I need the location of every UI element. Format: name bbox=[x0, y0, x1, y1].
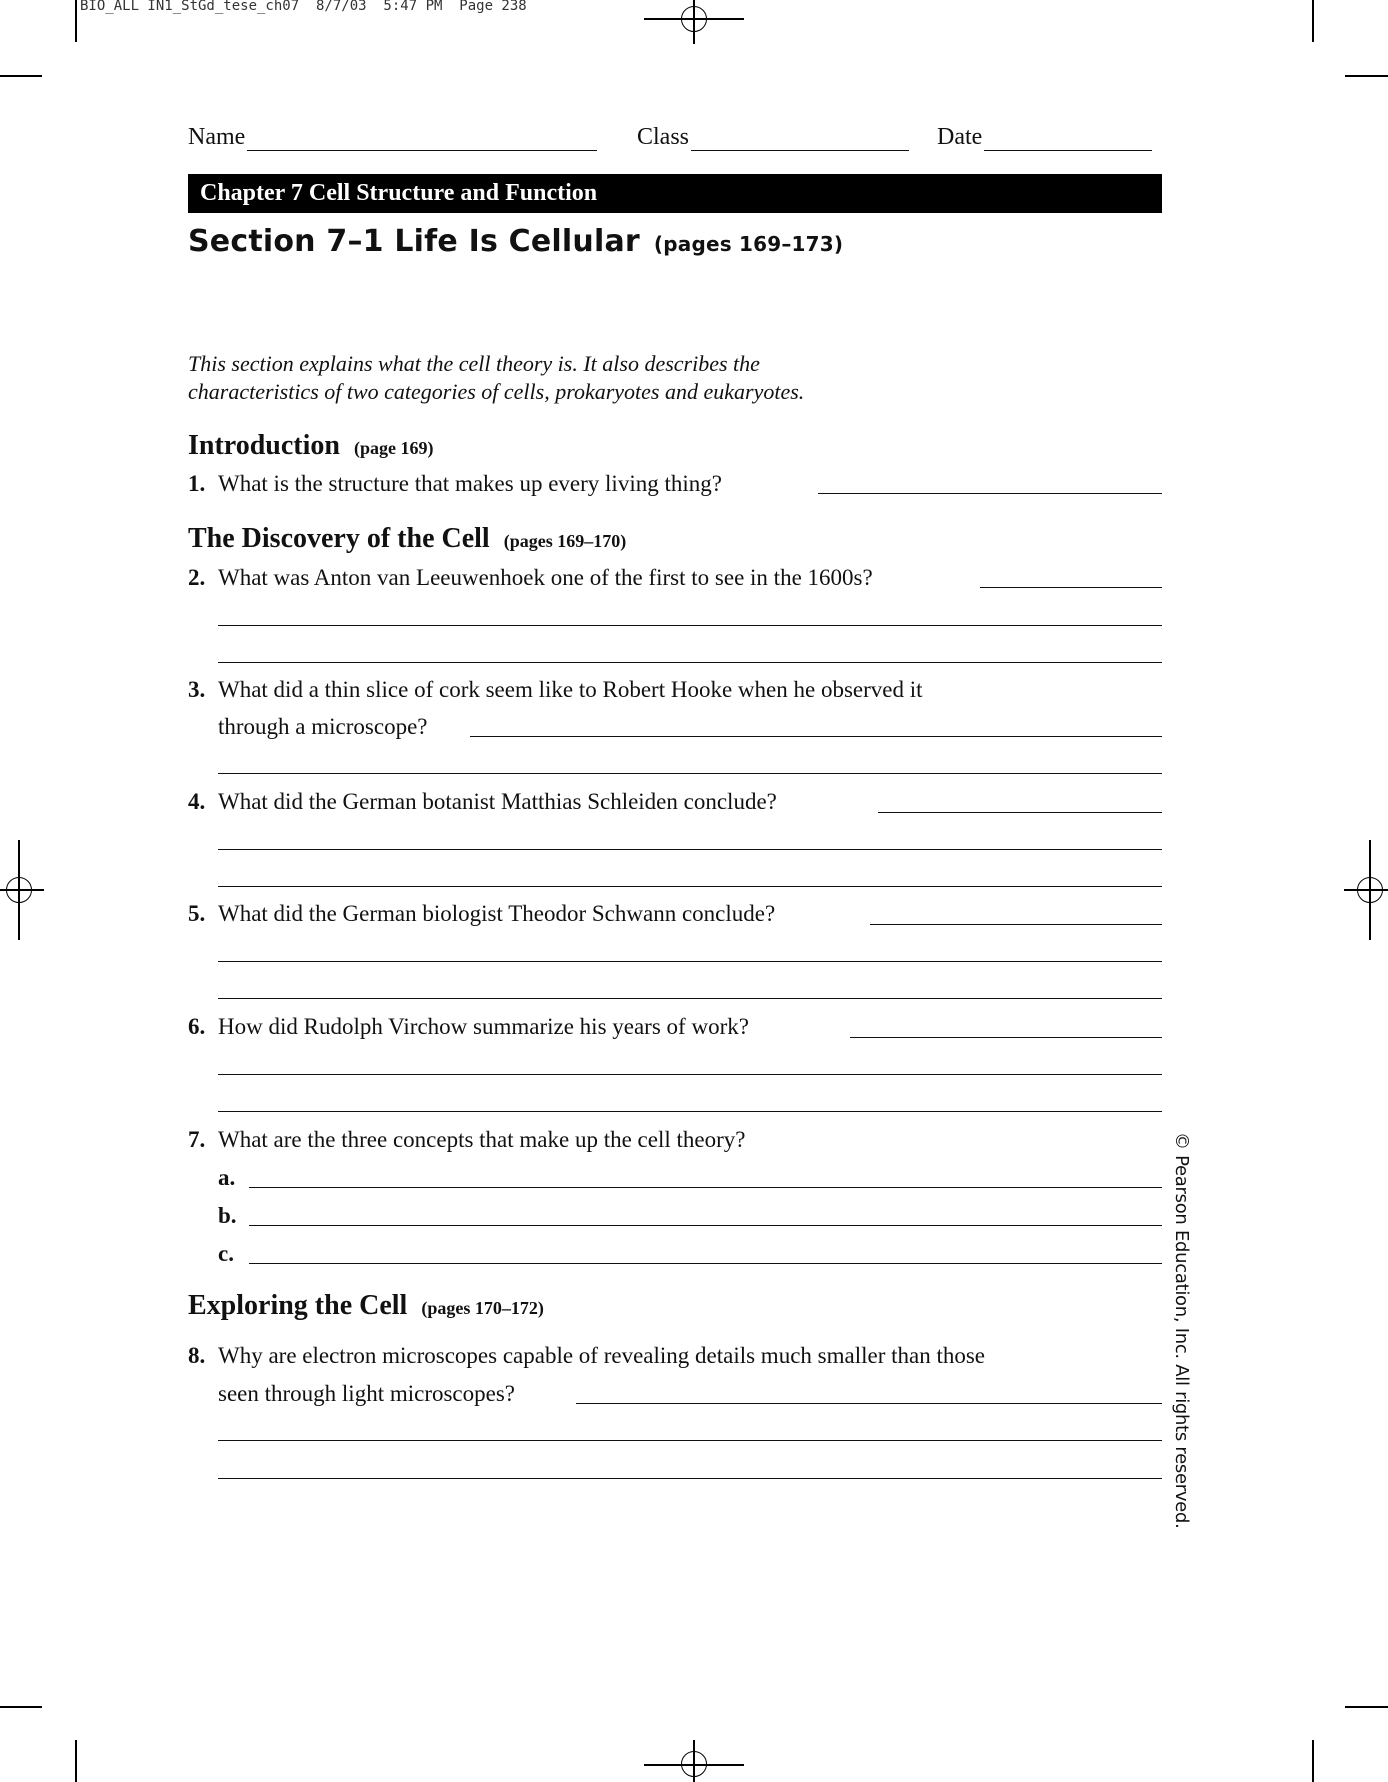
class-input-line[interactable] bbox=[691, 126, 909, 151]
question-text: What did the German botanist Matthias Schleiden conclude? bbox=[218, 789, 777, 814]
sub-answer-label-a: a. bbox=[218, 1165, 236, 1190]
answer-line[interactable] bbox=[218, 625, 1162, 626]
heading-pages: (page 169) bbox=[353, 438, 434, 458]
question-number: 8. bbox=[188, 1343, 206, 1368]
crop-mark bbox=[75, 0, 77, 42]
name-input-line[interactable] bbox=[247, 126, 597, 151]
answer-line[interactable] bbox=[218, 773, 1162, 774]
crop-mark bbox=[1345, 75, 1388, 77]
question-text: How did Rudolph Virchow summarize his years of work? bbox=[218, 1014, 749, 1039]
crop-mark bbox=[1312, 0, 1314, 42]
answer-line[interactable] bbox=[878, 812, 1162, 813]
answer-line[interactable] bbox=[218, 849, 1162, 850]
date-field[interactable] bbox=[937, 124, 1152, 151]
question-text: What was Anton van Leeuwenhoek one of the first to see in the 1600s? bbox=[218, 565, 873, 590]
question-number: 7. bbox=[188, 1127, 206, 1152]
crop-mark bbox=[75, 1740, 77, 1782]
question-text-continued: seen through light microscopes? bbox=[218, 1381, 516, 1406]
question-number: 4. bbox=[188, 789, 206, 814]
answer-line[interactable] bbox=[576, 1403, 1162, 1404]
heading-exploring bbox=[188, 1290, 544, 1322]
crop-mark bbox=[1312, 1740, 1314, 1782]
section-title-text: Section 7–1 Life Is Cellular bbox=[188, 224, 640, 259]
answer-line[interactable] bbox=[218, 1074, 1162, 1075]
answer-line-a[interactable] bbox=[249, 1187, 1162, 1188]
summary-line: This section explains what the cell theory is. It also describes the bbox=[188, 351, 760, 376]
answer-line[interactable] bbox=[870, 924, 1162, 925]
chapter-banner: Chapter 7 Cell Structure and Function bbox=[188, 174, 1162, 213]
question-text: What did a thin slice of cork seem like to Robert Hooke when he observed it bbox=[218, 677, 923, 702]
sub-answer-label-b: b. bbox=[218, 1203, 237, 1228]
crop-mark bbox=[1345, 1706, 1388, 1708]
answer-line[interactable] bbox=[818, 493, 1162, 494]
question-text-continued: through a microscope? bbox=[218, 714, 428, 739]
question-number: 2. bbox=[188, 565, 206, 590]
answer-line[interactable] bbox=[218, 886, 1162, 887]
answer-line[interactable] bbox=[850, 1037, 1162, 1038]
name-field[interactable] bbox=[188, 124, 597, 151]
class-label: Class bbox=[637, 124, 690, 150]
answer-line[interactable] bbox=[218, 1111, 1162, 1112]
heading-introduction bbox=[188, 430, 433, 462]
heading-title: The Discovery of the Cell bbox=[188, 523, 490, 554]
copyright-notice: © Pearson Education, Inc. All rights reserved. bbox=[1171, 1132, 1192, 1529]
printer-slug: BIO_ALL IN1_StGd_tese_ch07 8/7/03 5:47 PM Page 238 bbox=[80, 0, 527, 14]
answer-line-c[interactable] bbox=[249, 1263, 1162, 1264]
question-text: What are the three concepts that make up the cell theory? bbox=[218, 1127, 746, 1152]
name-label: Name bbox=[188, 124, 246, 150]
date-input-line[interactable] bbox=[984, 126, 1152, 151]
date-label: Date bbox=[937, 124, 983, 150]
section-summary bbox=[188, 350, 908, 406]
question-text: What did the German biologist Theodor Schwann conclude? bbox=[218, 901, 776, 926]
answer-line[interactable] bbox=[218, 961, 1162, 962]
answer-line[interactable] bbox=[218, 998, 1162, 999]
question-number: 6. bbox=[188, 1014, 206, 1039]
question-number: 5. bbox=[188, 901, 206, 926]
heading-pages: (pages 169–170) bbox=[503, 531, 627, 551]
crop-mark bbox=[0, 75, 42, 77]
heading-discovery bbox=[188, 523, 626, 555]
heading-title: Exploring the Cell bbox=[188, 1290, 408, 1321]
heading-title: Introduction bbox=[188, 430, 340, 461]
section-pages: (pages 169–173) bbox=[653, 232, 844, 256]
heading-pages: (pages 170–172) bbox=[421, 1298, 544, 1318]
question-number: 3. bbox=[188, 677, 206, 702]
question-number: 1. bbox=[188, 471, 206, 496]
answer-line-b[interactable] bbox=[249, 1225, 1162, 1226]
section-title bbox=[188, 224, 843, 259]
question-text: Why are electron microscopes capable of revealing details much smaller than those bbox=[218, 1343, 985, 1368]
crop-mark bbox=[0, 1706, 42, 1708]
class-field[interactable] bbox=[637, 124, 909, 151]
sub-answer-label-c: c. bbox=[218, 1241, 234, 1266]
summary-line: characteristics of two categories of cells, prokaryotes and eukaryotes. bbox=[188, 379, 805, 404]
question-text: What is the structure that makes up every living thing? bbox=[218, 471, 722, 496]
answer-line[interactable] bbox=[470, 736, 1162, 737]
answer-line[interactable] bbox=[980, 587, 1162, 588]
answer-line[interactable] bbox=[218, 1440, 1162, 1441]
answer-line[interactable] bbox=[218, 1478, 1162, 1479]
answer-line[interactable] bbox=[218, 662, 1162, 663]
